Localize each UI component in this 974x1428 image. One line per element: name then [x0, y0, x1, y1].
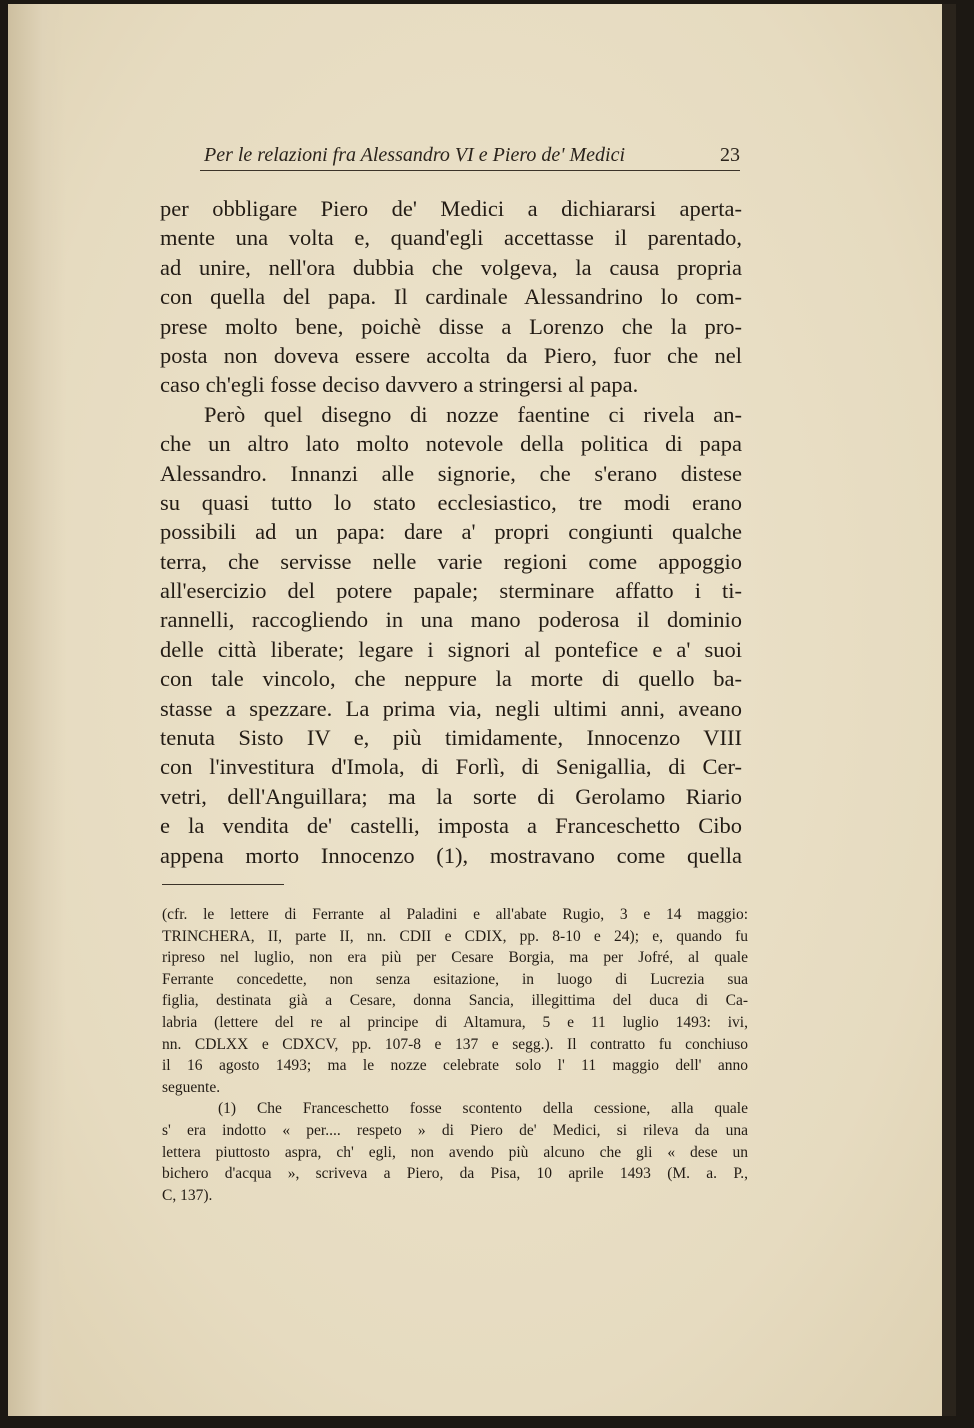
text-line: per obbligare Piero de' Medici a dichiararsi aperta- [160, 196, 742, 221]
text-line: prese molto bene, poichè disse a Lorenzo che la pro- [160, 313, 742, 339]
footnote-rule [162, 884, 284, 885]
footnote-line: figlia, destinata già a Cesare, donna Sancia, illegittima del duca di Ca- [162, 992, 748, 1010]
header-rule [200, 170, 740, 171]
footnote-1-line: (1) Che Franceschetto fosse scontento della cessione, alla quale [218, 1100, 748, 1118]
text-line: Alessandro. Innanzi alle signorie, che s'erano distese [160, 460, 742, 486]
text-line: appena morto Innocenzo (1), mostravano come quella [160, 842, 742, 868]
footnote-line: seguente. [162, 1078, 221, 1096]
footnote-1-line: s' era indotto « per.... respeto » di Piero de' Medici, si rileva da una [162, 1121, 748, 1139]
text-line: mente una volta e, quand'egli accettasse il parentado, [160, 225, 742, 251]
footnotes [162, 904, 748, 1206]
text-line: rannelli, raccogliendo in una mano poderosa il dominio [160, 607, 742, 633]
text-line: con quella del papa. Il cardinale Alessandrino lo com- [160, 284, 742, 310]
text-line: su quasi tutto lo stato ecclesiastico, tre modi erano [160, 489, 742, 515]
footnote-1-line: bichero d'acqua », scriveva a Piero, da Pisa, 10 aprile 1493 (M. a. P., [162, 1165, 748, 1183]
footnote-line: nn. CDLXX e CDXCV, pp. 107-8 e 137 e segg.). Il contratto fu conchiuso [162, 1035, 748, 1053]
text-line: ad unire, nell'ora dubbia che volgeva, la causa propria [160, 254, 742, 280]
text-line: delle città liberate; legare i signori al pontefice e a' suoi [160, 636, 742, 662]
footnote-line: (cfr. le lettere di Ferrante al Paladini e all'abate Rugio, 3 e 14 maggio: [162, 906, 748, 923]
text-line: terra, che servisse nelle varie regioni come appoggio [160, 548, 742, 574]
text-line: possibili ad un papa: dare a' propri congiunti qualche [160, 519, 742, 545]
footnote-1-line: C, 137). [162, 1186, 213, 1204]
text-line: caso ch'egli fosse deciso davvero a stringersi al papa. [160, 372, 639, 398]
text-line: e la vendita de' castelli, imposta a Franceschetto Cibo [160, 813, 742, 839]
text-line: vetri, dell'Anguillara; ma la sorte di Gerolamo Riario [160, 783, 742, 809]
text-line: all'esercizio del potere papale; sterminare affatto i ti- [160, 578, 742, 604]
text-line: stasse a spezzare. La prima via, negli ultimi anni, aveano [160, 695, 742, 721]
footnote-1-line: lettera piuttosto aspra, ch' egli, non avendo più alcuno che gli « dese un [162, 1143, 748, 1161]
footnote-line: labria (lettere del re al principe di Altamura, 5 e 11 luglio 1493: ivi, [162, 1013, 748, 1031]
footnote-line: TRINCHERA, II, parte II, nn. CDII e CDIX, pp. 8-10 e 24); e, quando fu [162, 927, 748, 945]
text-line: Però quel disegno di nozze faentine ci rivela an- [204, 401, 742, 427]
footnote-line: il 16 agosto 1493; ma le nozze celebrate solo l' 11 maggio dell' anno [162, 1057, 748, 1075]
text-line: tenuta Sisto IV e, più timidamente, Innocenzo VIII [160, 725, 742, 751]
running-title: Per le relazioni fra Alessandro VI e Piero de' Medici [204, 144, 626, 166]
text-line: con tale vincolo, che neppure la morte di quello ba- [160, 666, 742, 692]
running-header [200, 144, 740, 168]
footnote-line: Ferrante concedette, non senza esitazione, in luogo di Lucrezia sua [162, 970, 748, 988]
text-line: che un altro lato molto notevole della politica di papa [160, 431, 742, 457]
text-line: con l'investitura d'Imola, di Forlì, di Senigallia, di Cer- [160, 754, 742, 780]
page-gutter-shadow [8, 4, 66, 1416]
main-text [160, 194, 742, 870]
footnote-line: ripreso nel luglio, non era più per Cesare Borgia, ma per Jofré, al quale [162, 949, 748, 967]
page-number: 23 [720, 144, 740, 166]
page-edge [942, 4, 956, 1416]
text-line: posta non doveva essere accolta da Piero, fuor che nel [160, 342, 742, 368]
